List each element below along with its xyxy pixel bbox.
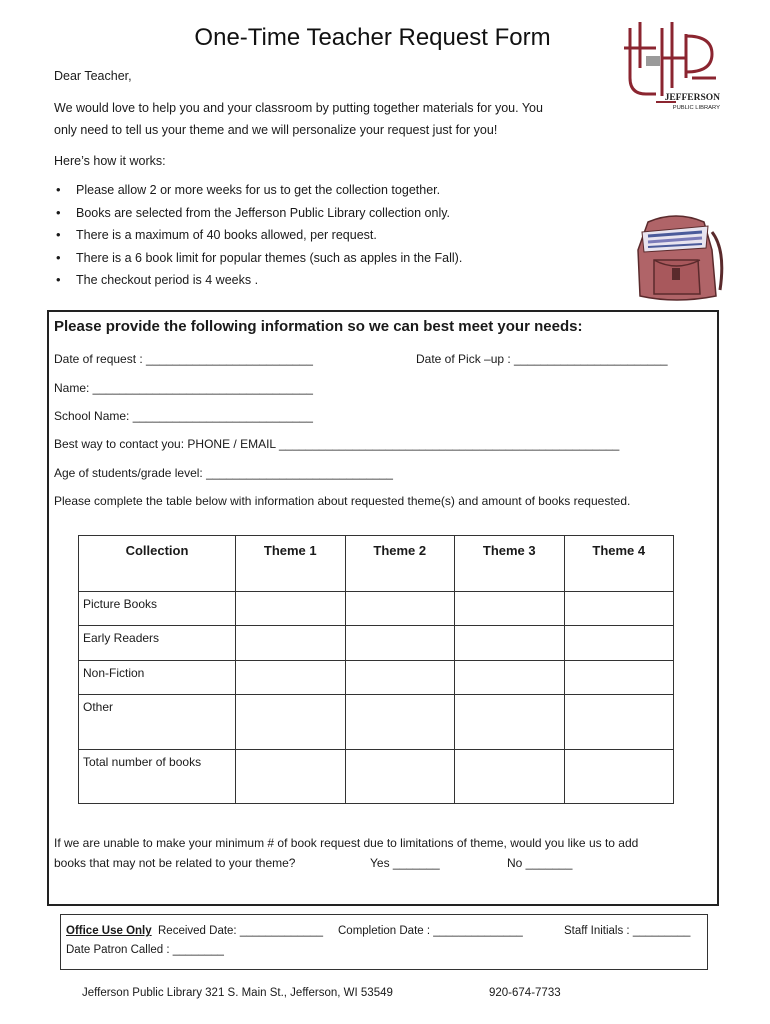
list-item: • There is a maximum of 40 books allowed, per request. (54, 225, 462, 248)
office-use-box (60, 914, 708, 970)
column-header-theme-1: Theme 1 (236, 536, 346, 592)
logo-name-line1: JEFFERSON (664, 93, 720, 103)
column-header-theme-2: Theme 2 (345, 536, 455, 592)
book-request-table (78, 535, 674, 804)
table-cell[interactable] (564, 750, 674, 804)
intro-line-2: only need to tell us your theme and we will personalize your request just for you! (54, 123, 498, 137)
date-of-pickup-field[interactable]: Date of Pick –up : _______________________ (416, 352, 668, 366)
column-header-theme-4: Theme 4 (564, 536, 674, 592)
table-cell[interactable] (455, 661, 565, 695)
form-heading: Please provide the following information so we can best meet your needs: (54, 318, 583, 335)
no-field[interactable]: No _______ (507, 856, 573, 870)
row-label-other: Other (79, 695, 236, 750)
date-patron-called-field[interactable]: Date Patron Called : ________ (66, 944, 224, 956)
column-header-collection: Collection (79, 536, 236, 592)
table-cell[interactable] (345, 695, 455, 750)
row-label-picture-books: Picture Books (79, 592, 236, 626)
table-cell[interactable] (236, 750, 346, 804)
table-cell[interactable] (345, 750, 455, 804)
how-it-works-label: Here’s how it works: (54, 154, 166, 168)
row-label-early-readers: Early Readers (79, 626, 236, 661)
row-label-non-fiction: Non-Fiction (79, 661, 236, 695)
list-item: • There is a 6 book limit for popular themes (such as apples in the Fall). (54, 248, 462, 271)
table-cell[interactable] (455, 626, 565, 661)
unable-question-line-1: If we are unable to make your minimum # of book request due to limitations of theme, would you like us to add (54, 836, 639, 850)
column-header-theme-3: Theme 3 (455, 536, 565, 592)
intro-line-1: We would love to help you and your classroom by putting together materials for you. You (54, 101, 543, 115)
staff-initials-field[interactable]: Staff Initials : _________ (564, 925, 691, 937)
table-cell[interactable] (455, 695, 565, 750)
table-row (79, 750, 674, 804)
greeting: Dear Teacher, (54, 69, 132, 83)
table-cell[interactable] (564, 626, 674, 661)
unable-question-line-2: books that may not be related to your theme? (54, 856, 296, 870)
yes-field[interactable]: Yes _______ (370, 856, 440, 870)
table-cell[interactable] (236, 695, 346, 750)
age-grade-field[interactable]: Age of students/grade level: ____________________________ (54, 466, 393, 480)
table-cell[interactable] (455, 750, 565, 804)
table-cell[interactable] (345, 626, 455, 661)
table-cell[interactable] (236, 661, 346, 695)
library-logo (616, 18, 724, 114)
table-cell[interactable] (236, 592, 346, 626)
table-instructions: Please complete the table below with information about requested theme(s) and amount of books requested. (54, 494, 631, 508)
table-header-row (79, 536, 674, 592)
received-date-field[interactable]: Received Date: _____________ (158, 925, 323, 937)
table-cell[interactable] (345, 592, 455, 626)
table-row (79, 626, 674, 661)
list-item: • Books are selected from the Jefferson Public Library collection only. (54, 203, 462, 226)
list-item: • The checkout period is 4 weeks . (54, 270, 462, 293)
table-cell[interactable] (564, 592, 674, 626)
date-of-request-field[interactable]: Date of request : _________________________ (54, 352, 313, 366)
table-row (79, 592, 674, 626)
completion-date-field[interactable]: Completion Date : ______________ (338, 925, 523, 937)
office-use-label: Office Use Only (66, 925, 152, 937)
logo-name-line2: PUBLIC LIBRARY (672, 105, 720, 111)
backpack-illustration (628, 210, 726, 306)
table-cell[interactable] (236, 626, 346, 661)
footer-address: Jefferson Public Library 321 S. Main St., Jefferson, WI 53549 (82, 987, 393, 999)
footer-phone: 920-674-7733 (489, 987, 561, 999)
table-cell[interactable] (345, 661, 455, 695)
contact-field[interactable]: Best way to contact you: PHONE / EMAIL ___________________________________________________ (54, 437, 620, 451)
table-row (79, 695, 674, 750)
list-item: • Please allow 2 or more weeks for us to get the collection together. (54, 180, 462, 203)
table-cell[interactable] (455, 592, 565, 626)
name-field[interactable]: Name: _________________________________ (54, 381, 313, 395)
table-cell[interactable] (564, 661, 674, 695)
rules-list (54, 180, 462, 293)
school-name-field[interactable]: School Name: ___________________________ (54, 409, 313, 423)
page-title: One-Time Teacher Request Form (194, 24, 551, 51)
table-cell[interactable] (564, 695, 674, 750)
table-row (79, 661, 674, 695)
row-label-total: Total number of books (79, 750, 236, 804)
